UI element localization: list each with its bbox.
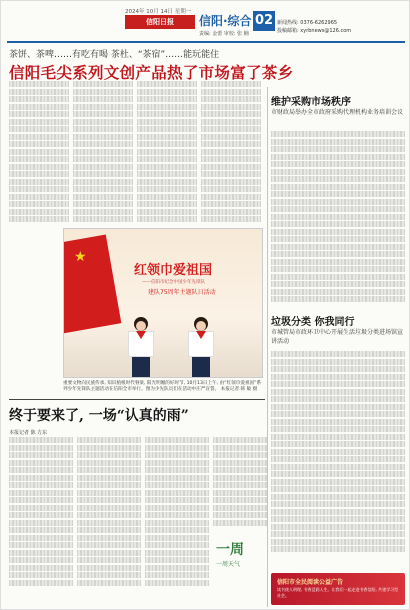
news-photo <box>63 228 263 378</box>
weekly-label: 一周 <box>216 542 244 558</box>
page-number: 02 <box>253 11 275 31</box>
child-figure <box>124 317 158 377</box>
weekly-weather-box <box>216 539 268 575</box>
public-service-ad <box>271 573 405 605</box>
newspaper-logo: 信阳日报 <box>125 15 195 29</box>
weekly-sublabel: 一周天气 <box>216 561 241 568</box>
main-text-column-4 <box>201 81 261 229</box>
bottom-text-column-1 <box>9 437 73 597</box>
right-article-1-title: 维护采购市场秩序 <box>271 97 351 108</box>
bottom-text-column-2 <box>77 437 141 597</box>
main-text-column-2 <box>73 81 133 229</box>
bottom-text-column-4 <box>213 437 267 533</box>
red-flag <box>63 234 121 333</box>
main-headline: 信阳毛尖系列文创产品热了市场富了茶乡 <box>9 63 294 82</box>
photo-banner-title: 红领巾爱祖国 <box>134 263 213 278</box>
masthead <box>7 5 405 43</box>
contact-info <box>277 19 397 35</box>
photo-banner-subtitle: ——信阳市纪念中国少年先锋队 <box>142 280 205 285</box>
bottom-text-column-3 <box>145 437 209 597</box>
star-icon: ★ <box>74 249 87 265</box>
photo-banner-subtitle-2: 建队75周年主题队日活动 <box>148 289 216 296</box>
hotline: 新闻热线: 0376-6262965 <box>277 20 338 26</box>
photo-caption <box>63 381 263 393</box>
ad-title: 信阳市全民阅读公益广告 <box>277 579 344 586</box>
right-article-2-body <box>271 351 405 576</box>
issue-date: 2024年 10月 14日 星期一 <box>125 9 192 15</box>
photo-credit: 本报记者 韩 敏 摄 <box>220 387 258 392</box>
right-article-2-title: 垃圾分类 你我同行 <box>271 317 355 328</box>
main-text-column-3 <box>137 81 197 229</box>
main-kicker: 茶饼、茶啤……有吃有喝 茶杜、“茶宿”……能玩能住 <box>9 50 220 60</box>
bottom-headline: 终于要来了, 一场“认真的雨” <box>9 408 189 424</box>
child-figure <box>184 317 218 377</box>
bottom-byline: 本报记者 陈 方东 <box>9 430 48 436</box>
editors-line: 责编: 金蕾 审校: 张 楠 <box>199 31 249 37</box>
main-text-column-1 <box>9 81 69 229</box>
ad-body: 读书使人明理, 书香浸润人生。让我们一起走进书香信阳, 共建学习型社会。 <box>277 587 399 598</box>
right-article-1-subtitle: 市财政局举办全市政府采购代理机构业务培训会议 <box>271 109 404 116</box>
column-divider <box>267 87 268 607</box>
section-divider <box>9 399 265 400</box>
right-article-2-subtitle: 市城管局市政环卫中心开展生活垃圾分类进场馆宣讲活动 <box>271 329 404 345</box>
caption-text: 重要文物向民族传承, 知识植根时代脊梁, 阳光明媚的好时节, 10月13日上午, 由“红领巾爱祖国”系列少年先锋队主题活动在信阳全市举行。图为少先队员们在活动中庄严宣誓。 <box>63 381 262 392</box>
right-article-1-body <box>271 131 405 311</box>
section-title: 信阳·综合 <box>199 14 252 28</box>
email: 投稿邮箱: xyrbnews@126.com <box>277 28 352 34</box>
